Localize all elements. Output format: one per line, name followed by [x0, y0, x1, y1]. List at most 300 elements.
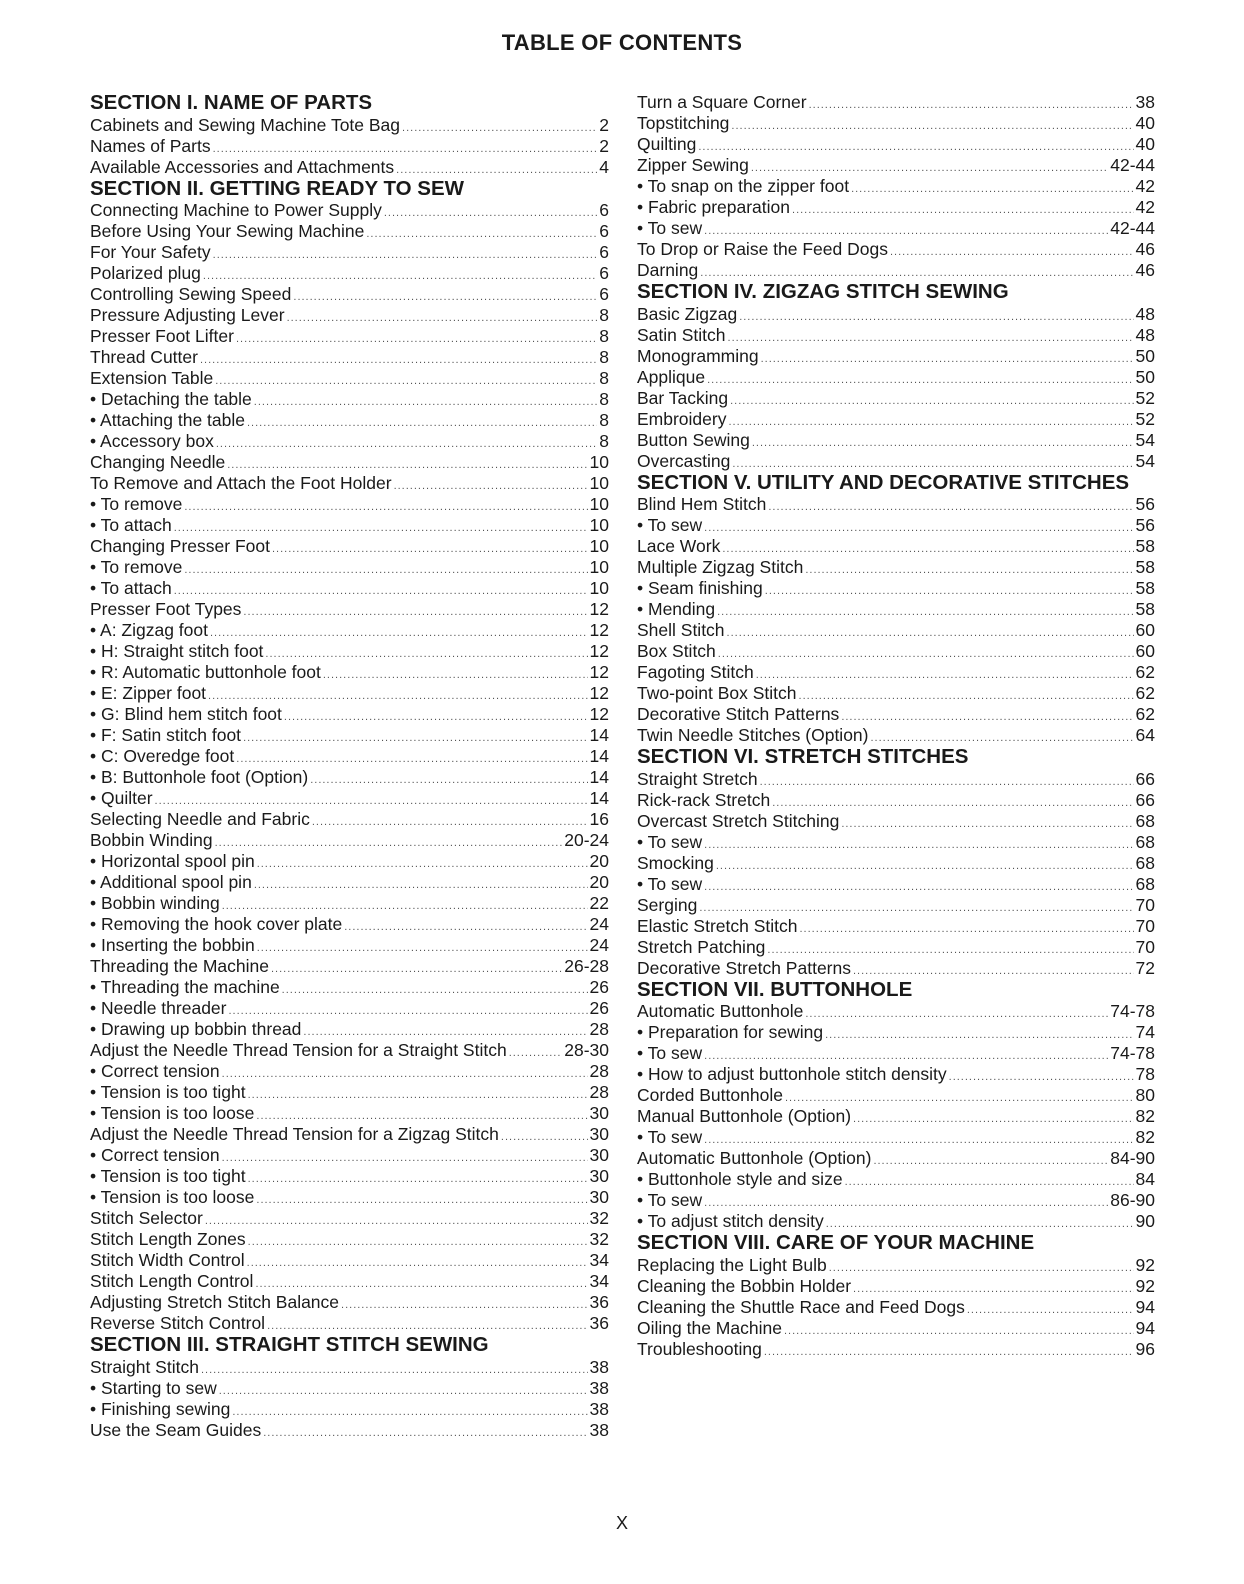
entry-title: • Correct tension	[90, 1145, 220, 1165]
entry-title: To Drop or Raise the Feed Dogs	[637, 239, 888, 259]
entry-title: Available Accessories and Attachments	[90, 156, 395, 177]
toc-entry[interactable]	[637, 1106, 1155, 1127]
toc-entry[interactable]	[637, 367, 1155, 388]
entry-page: 60	[1135, 620, 1155, 640]
toc-entry[interactable]	[90, 1208, 609, 1229]
dot-leader	[222, 1064, 588, 1085]
toc-entry[interactable]	[637, 1127, 1155, 1148]
toc-entry[interactable]	[637, 916, 1155, 937]
entry-title: Cleaning the Shuttle Race and Feed Dogs	[637, 1296, 965, 1317]
entry-title: Decorative Stretch Patterns	[637, 957, 851, 978]
entry-page: 8	[599, 410, 609, 430]
dot-leader	[739, 307, 1133, 328]
entry-title: • To remove	[90, 494, 183, 514]
toc-entry[interactable]	[637, 599, 1155, 620]
toc-entry[interactable]	[637, 388, 1155, 409]
dot-leader	[728, 328, 1134, 349]
toc-entry[interactable]	[637, 346, 1155, 367]
toc-entry[interactable]	[90, 515, 609, 536]
entry-page: 48	[1135, 303, 1155, 324]
dot-leader	[312, 812, 588, 833]
entry-page: 58	[1135, 599, 1155, 619]
toc-entry[interactable]	[637, 1339, 1155, 1360]
toc-entry[interactable]	[90, 935, 609, 956]
entry-page: 14	[589, 725, 609, 745]
toc-entry[interactable]	[637, 937, 1155, 958]
toc-entry[interactable]	[90, 494, 609, 515]
dot-leader	[728, 412, 1133, 433]
entry-title: Smocking	[637, 852, 714, 873]
toc-entry[interactable]	[90, 1166, 609, 1187]
entry-page: 70	[1135, 894, 1155, 915]
dot-leader	[704, 877, 1133, 898]
dot-leader	[287, 308, 598, 329]
toc-entry[interactable]	[90, 1187, 609, 1208]
dot-leader	[825, 1025, 1133, 1046]
entry-page: 74-78	[1110, 1043, 1155, 1063]
section-heading: SECTION VII. BUTTONHOLE	[637, 977, 913, 1001]
entry-title: Fagoting Stitch	[637, 662, 754, 682]
entry-title: • F: Satin stitch foot	[90, 725, 242, 745]
dot-leader	[210, 623, 588, 644]
entry-title: Overcasting	[637, 450, 731, 471]
dot-leader	[271, 959, 562, 980]
entry-page: 92	[1135, 1254, 1155, 1275]
toc-entry[interactable]	[90, 893, 609, 914]
entry-page: 22	[589, 893, 609, 913]
entry-page: 78	[1135, 1064, 1155, 1084]
toc-entry[interactable]	[637, 641, 1155, 662]
toc-entry[interactable]	[90, 115, 609, 136]
entry-title: Bar Tacking	[637, 387, 729, 408]
toc-entry[interactable]	[637, 409, 1155, 430]
entry-page: 30	[589, 1145, 609, 1165]
toc-entry[interactable]	[637, 176, 1155, 197]
entry-page: 74-78	[1110, 1001, 1155, 1021]
entry-page: 70	[1135, 936, 1155, 957]
toc-entry[interactable]	[90, 1040, 609, 1061]
entry-title: • Buttonhole style and size	[637, 1169, 843, 1189]
entry-title: Overcast Stretch Stitching	[637, 810, 840, 831]
entry-title: • Drawing up bobbin thread	[90, 1019, 302, 1039]
entry-title: Basic Zigzag	[637, 303, 738, 324]
toc-entry[interactable]	[637, 1064, 1155, 1085]
dot-leader	[243, 602, 587, 623]
toc-entry[interactable]	[90, 557, 609, 578]
entry-title: Serging	[637, 894, 698, 915]
toc-entry[interactable]	[90, 305, 609, 326]
toc-entry[interactable]	[90, 704, 609, 725]
toc-entry[interactable]	[90, 725, 609, 746]
dot-leader	[716, 856, 1134, 877]
entry-title: Cabinets and Sewing Machine Tote Bag	[90, 114, 401, 135]
dot-leader	[967, 1300, 1134, 1321]
toc-entry[interactable]	[90, 157, 609, 178]
dot-leader	[248, 1085, 588, 1106]
dot-leader	[509, 1043, 563, 1064]
entry-page: 26	[589, 998, 609, 1018]
toc-entry[interactable]	[637, 578, 1155, 599]
toc-entry[interactable]	[637, 683, 1155, 704]
dot-leader	[841, 707, 1133, 728]
dot-leader	[809, 95, 1134, 116]
toc-entry[interactable]	[637, 1022, 1155, 1043]
toc-entry[interactable]	[90, 452, 609, 473]
entry-title: Presser Foot Lifter	[90, 326, 234, 346]
entry-title: To Remove and Attach the Foot Holder	[90, 473, 392, 493]
toc-entry[interactable]	[637, 832, 1155, 853]
dot-leader	[805, 560, 1133, 581]
toc-entry[interactable]	[637, 1043, 1155, 1064]
entry-title: • H: Straight stitch foot	[90, 641, 264, 661]
page-title: TABLE OF CONTENTS	[501, 30, 743, 55]
toc-entry[interactable]	[90, 1399, 609, 1420]
entry-title: Reverse Stitch Control	[90, 1313, 266, 1333]
entry-page: 46	[1135, 239, 1155, 259]
toc-entry[interactable]	[637, 260, 1155, 281]
toc-entry[interactable]	[90, 683, 609, 704]
dot-leader	[717, 602, 1133, 623]
page-number: X	[615, 1513, 628, 1533]
entry-page: 14	[589, 788, 609, 808]
toc-entry[interactable]	[637, 1190, 1155, 1211]
toc-entry[interactable]	[637, 620, 1155, 641]
entry-page: 62	[1135, 704, 1155, 724]
entry-title: • How to adjust buttonhole stitch density	[637, 1064, 947, 1084]
toc-entry[interactable]	[637, 134, 1155, 155]
entry-page: 6	[599, 284, 609, 304]
dot-leader	[310, 770, 587, 791]
dot-leader	[845, 1172, 1134, 1193]
entry-title: Troubleshooting	[637, 1338, 762, 1359]
toc-entry[interactable]	[90, 200, 609, 221]
toc-entry[interactable]	[637, 1169, 1155, 1190]
toc-entry[interactable]	[637, 239, 1155, 260]
toc-entry[interactable]	[90, 1103, 609, 1124]
toc-entry[interactable]	[637, 704, 1155, 725]
section-heading: SECTION V. UTILITY AND DECORATIVE STITCHES	[637, 470, 1130, 494]
entry-title: Straight Stretch	[637, 768, 758, 789]
toc-entry[interactable]	[90, 431, 609, 452]
toc-entry[interactable]	[90, 872, 609, 893]
entry-page: 46	[1135, 260, 1155, 280]
toc-entry[interactable]	[90, 578, 609, 599]
entry-title: Satin Stitch	[637, 324, 726, 345]
entry-title: Stitch Length Zones	[90, 1229, 246, 1249]
toc-entry[interactable]	[637, 874, 1155, 895]
dot-leader	[704, 835, 1133, 856]
dot-leader	[799, 686, 1134, 707]
entry-page: 2	[599, 114, 609, 135]
entry-title: • Starting to sew	[90, 1377, 217, 1398]
toc-entry[interactable]	[90, 788, 609, 809]
toc-entry[interactable]	[90, 1229, 609, 1250]
entry-page: 50	[1135, 366, 1155, 387]
toc-entry[interactable]	[637, 155, 1155, 176]
dot-leader	[727, 623, 1134, 644]
entry-title: • Inserting the bobbin	[90, 935, 255, 955]
entry-title: Quilting	[637, 134, 697, 154]
toc-entry[interactable]	[90, 767, 609, 788]
toc-entry[interactable]	[637, 304, 1155, 325]
dot-leader	[232, 1402, 587, 1423]
entry-page: 42	[1135, 197, 1155, 217]
toc-entry[interactable]	[90, 326, 609, 347]
toc-entry[interactable]	[90, 1378, 609, 1399]
toc-entry[interactable]	[90, 1357, 609, 1378]
entry-page: 66	[1135, 789, 1155, 810]
toc-entry[interactable]	[637, 92, 1155, 113]
entry-title: Connecting Machine to Power Supply	[90, 200, 382, 220]
entry-page: 58	[1135, 557, 1155, 577]
dot-leader	[184, 560, 587, 581]
entry-page: 6	[599, 221, 609, 241]
toc-entry[interactable]	[637, 494, 1155, 515]
entry-title: Rick-rack Stretch	[637, 789, 771, 810]
toc-entry[interactable]	[90, 284, 609, 305]
toc-entry[interactable]	[637, 1276, 1155, 1297]
dot-leader	[323, 665, 588, 686]
dot-leader	[293, 287, 597, 308]
section-heading: SECTION II. GETTING READY TO SEW	[90, 176, 464, 200]
entry-page: 42-44	[1110, 155, 1155, 175]
toc-entry[interactable]	[637, 958, 1155, 979]
dot-leader	[248, 1169, 588, 1190]
toc-entry[interactable]	[90, 410, 609, 431]
dot-leader	[257, 938, 588, 959]
entry-page: 24	[589, 935, 609, 955]
dot-leader	[394, 476, 588, 497]
entry-title: Elastic Stretch Stitch	[637, 915, 798, 936]
entry-title: Decorative Stitch Patterns	[637, 704, 840, 724]
entry-title: • To sew	[637, 218, 703, 238]
entry-title: • Seam finishing	[637, 578, 763, 598]
entry-page: 62	[1135, 683, 1155, 703]
toc-entry[interactable]	[637, 218, 1155, 239]
toc-entry[interactable]	[90, 242, 609, 263]
dot-leader	[366, 224, 597, 245]
section-heading: SECTION I. NAME OF PARTS	[90, 91, 373, 114]
entry-page: 50	[1135, 345, 1155, 366]
dot-leader	[761, 349, 1134, 370]
toc-entry[interactable]	[637, 1148, 1155, 1169]
toc-entry[interactable]	[637, 725, 1155, 746]
entry-title: Topstitching	[637, 113, 730, 133]
toc-entry[interactable]	[90, 536, 609, 557]
toc-entry[interactable]	[90, 662, 609, 683]
dot-leader	[792, 200, 1134, 221]
entry-page: 8	[599, 347, 609, 367]
entry-title: Stitch Length Control	[90, 1271, 254, 1291]
entry-page: 6	[599, 263, 609, 283]
entry-page: 28	[589, 1082, 609, 1102]
entry-page: 62	[1135, 662, 1155, 682]
entry-page: 4	[599, 156, 609, 177]
entry-page: 94	[1135, 1296, 1155, 1317]
entry-title: • To sew	[637, 831, 703, 852]
toc-entry[interactable]	[637, 197, 1155, 218]
entry-title: Oiling the Machine	[637, 1317, 782, 1338]
dot-leader	[764, 1342, 1134, 1363]
entry-title: Thread Cutter	[90, 347, 198, 367]
entry-title: Darning	[637, 260, 699, 280]
entry-title: • Horizontal spool pin	[90, 851, 255, 871]
toc-entry[interactable]	[90, 956, 609, 977]
toc-entry[interactable]	[637, 811, 1155, 832]
entry-page: 38	[589, 1356, 609, 1377]
entry-page: 12	[589, 704, 609, 724]
entry-title: • Finishing sewing	[90, 1398, 231, 1419]
entry-title: • To sew	[637, 1190, 703, 1210]
toc-entry[interactable]	[90, 599, 609, 620]
section-heading: SECTION III. STRAIGHT STITCH SEWING	[90, 1333, 489, 1356]
entry-page: 30	[589, 1187, 609, 1207]
toc-entry[interactable]	[90, 1250, 609, 1271]
entry-page: 12	[589, 662, 609, 682]
entry-page: 38	[589, 1377, 609, 1398]
entry-page: 34	[589, 1271, 609, 1291]
toc-entry[interactable]	[637, 325, 1155, 346]
entry-title: • C: Overedge foot	[90, 746, 235, 766]
toc-entry[interactable]	[90, 977, 609, 998]
entry-title: Extension Table	[90, 368, 214, 388]
dot-leader	[200, 350, 597, 371]
dot-leader	[799, 919, 1133, 940]
toc-entry[interactable]	[90, 746, 609, 767]
entry-page: 38	[589, 1398, 609, 1419]
dot-leader	[263, 1423, 587, 1444]
entry-page: 52	[1135, 408, 1155, 429]
entry-title: • Tension is too loose	[90, 1103, 255, 1123]
toc-entry[interactable]	[637, 895, 1155, 916]
entry-title: • To attach	[90, 578, 172, 598]
entry-page: 24	[589, 914, 609, 934]
toc-entry[interactable]	[90, 1082, 609, 1103]
entry-title: • To attach	[90, 515, 172, 535]
entry-page: 92	[1135, 1275, 1155, 1296]
dot-leader	[890, 242, 1134, 263]
toc-entry[interactable]	[637, 515, 1155, 536]
entry-page: 10	[589, 557, 609, 577]
entry-title: Adjusting Stretch Stitch Balance	[90, 1292, 340, 1312]
toc-entry[interactable]	[637, 536, 1155, 557]
section-heading: SECTION VIII. CARE OF YOUR MACHINE	[637, 1231, 1035, 1254]
dot-leader	[236, 329, 597, 350]
toc-entry[interactable]	[637, 1085, 1155, 1106]
entry-page: 6	[599, 242, 609, 262]
dot-leader	[215, 833, 563, 854]
toc-entry[interactable]	[90, 1124, 609, 1145]
entry-page: 10	[589, 452, 609, 472]
toc-entry[interactable]	[90, 851, 609, 872]
toc-entry[interactable]	[90, 1292, 609, 1313]
toc-entry[interactable]	[90, 1420, 609, 1441]
entry-page: 20	[589, 872, 609, 892]
toc-entry[interactable]	[90, 473, 609, 494]
toc-entry[interactable]	[90, 136, 609, 157]
entry-page: 68	[1135, 873, 1155, 894]
dot-leader	[247, 413, 597, 434]
dot-leader	[704, 518, 1133, 539]
toc-entry[interactable]	[90, 809, 609, 830]
entry-page: 38	[1135, 92, 1155, 112]
entry-title: Two-point Box Stitch	[637, 683, 797, 703]
dot-leader	[201, 1360, 588, 1381]
toc-entry[interactable]	[637, 1211, 1155, 1232]
entry-page: 56	[1135, 515, 1155, 535]
entry-page: 72	[1135, 957, 1155, 978]
toc-entry[interactable]	[90, 641, 609, 662]
toc-entry[interactable]	[637, 1297, 1155, 1318]
entry-title: • To remove	[90, 557, 183, 577]
toc-entry[interactable]	[637, 790, 1155, 811]
entry-page: 12	[589, 683, 609, 703]
dot-leader	[284, 707, 588, 728]
entry-page: 10	[589, 473, 609, 493]
entry-title: Bobbin Winding	[90, 830, 213, 850]
entry-page: 74	[1135, 1022, 1155, 1042]
dot-leader	[247, 1253, 588, 1274]
toc-entry[interactable]	[637, 769, 1155, 790]
entry-page: 12	[589, 620, 609, 640]
toc-entry[interactable]	[90, 914, 609, 935]
toc-entry[interactable]	[637, 451, 1155, 472]
toc-entry[interactable]	[90, 389, 609, 410]
toc-entry[interactable]	[637, 1001, 1155, 1022]
dot-leader	[213, 245, 598, 266]
toc-entry[interactable]	[637, 557, 1155, 578]
toc-entry[interactable]	[637, 430, 1155, 451]
toc-entry[interactable]	[90, 368, 609, 389]
toc-entry[interactable]	[637, 662, 1155, 683]
entry-page: 10	[589, 494, 609, 514]
toc-entry[interactable]	[90, 620, 609, 641]
entry-title: Changing Needle	[90, 452, 226, 472]
entry-title: • To sew	[637, 873, 703, 894]
entry-page: 68	[1135, 831, 1155, 852]
toc-entry[interactable]	[90, 1145, 609, 1166]
entry-title: • To adjust stitch density	[637, 1211, 824, 1231]
entry-title: Embroidery	[637, 408, 727, 429]
entry-page: 90	[1135, 1211, 1155, 1231]
entry-page: 10	[589, 536, 609, 556]
toc-entry[interactable]	[90, 221, 609, 242]
entry-title: • E: Zipper foot	[90, 683, 207, 703]
toc-entry[interactable]	[90, 1313, 609, 1334]
toc-entry[interactable]	[90, 830, 609, 851]
entry-page: 84	[1135, 1169, 1155, 1189]
entry-title: Adjust the Needle Thread Tension for a Zigzag Stitch	[90, 1124, 499, 1144]
dot-leader	[765, 581, 1134, 602]
entry-page: 48	[1135, 324, 1155, 345]
toc-entry[interactable]	[90, 1271, 609, 1292]
toc-entry[interactable]	[90, 263, 609, 284]
entry-title: • B: Buttonhole foot (Option)	[90, 767, 309, 787]
toc-entry[interactable]	[90, 1019, 609, 1040]
toc-entry[interactable]	[637, 1318, 1155, 1339]
toc-entry[interactable]	[637, 1255, 1155, 1276]
entry-title: Automatic Buttonhole	[637, 1001, 804, 1021]
toc-entry[interactable]	[90, 347, 609, 368]
toc-entry[interactable]	[90, 1061, 609, 1082]
toc-entry[interactable]	[637, 113, 1155, 134]
entry-page: 12	[589, 599, 609, 619]
entry-page: 80	[1135, 1085, 1155, 1105]
entry-title: • Removing the hook cover plate	[90, 914, 343, 934]
toc-entry[interactable]	[90, 998, 609, 1019]
toc-entry[interactable]	[637, 853, 1155, 874]
entry-title: Pressure Adjusting Lever	[90, 305, 285, 325]
